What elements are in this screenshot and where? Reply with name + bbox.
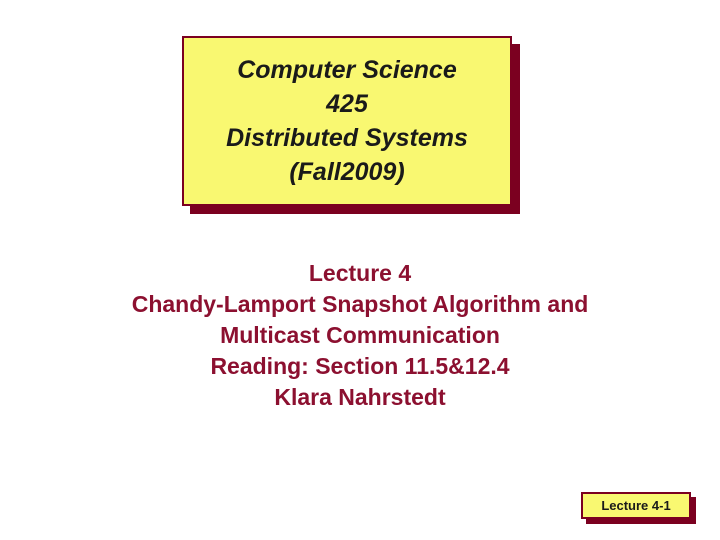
title-line-2: 425 (326, 90, 368, 118)
subtitle-line-5: Klara Nahrstedt (274, 384, 446, 410)
subtitle-line-2: Chandy-Lamport Snapshot Algorithm and (131, 291, 589, 317)
subtitle-block (0, 258, 720, 413)
subtitle-line-1: Lecture 4 (308, 260, 412, 286)
footer-badge (581, 492, 691, 519)
slide-number-label: Lecture 4-1 (601, 498, 671, 513)
subtitle-line-3: Multicast Communication (220, 322, 500, 348)
subtitle-line-4: Reading: Section 11.5&12.4 (210, 353, 510, 379)
title-line-3: Distributed Systems (226, 124, 468, 152)
title-line-1: Computer Science (237, 56, 457, 84)
title-line-4: (Fall2009) (289, 158, 405, 186)
title-box (182, 36, 512, 206)
